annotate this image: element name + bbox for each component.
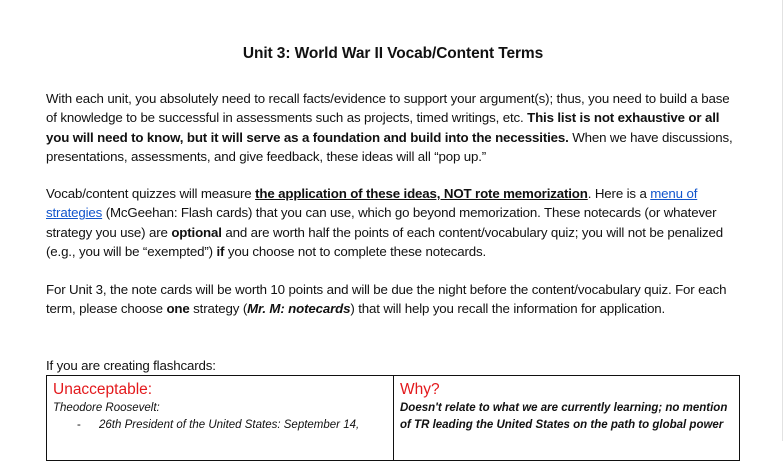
p1-text-b: When we have discussions, presentations, assessments, and give feedback, these ideas will all “pop up.” bbox=[46, 129, 733, 164]
unacceptable-cell bbox=[47, 376, 394, 461]
p3-text-a: For Unit 3, the note cards will be worth 10 points and will be due the night before the content/vocabulary quiz. For each term, please choose bbox=[46, 282, 727, 317]
p1-text-a: With each unit, you absolutely need to recall facts/evidence to support your argument(s); thus, you need to build a base of knowledge to be successful in assessments such as projects, timed writings, etc. bbox=[46, 91, 730, 126]
p3-bold-one: one bbox=[166, 301, 190, 317]
menu-of-strategies-link[interactable]: menu of strategies bbox=[46, 186, 698, 221]
p3-text-c: ) that will help you recall the information for application. bbox=[350, 301, 666, 317]
p3-bold-italic: Mr. M: notecards bbox=[247, 301, 351, 317]
flashcard-example-table bbox=[46, 375, 740, 461]
quiz-paragraph bbox=[46, 184, 740, 261]
p2-text-d: and are worth half the points of each content/vocabulary quiz; you will not be penalized (e.g., you will be “exempted”) bbox=[46, 224, 723, 259]
intro-paragraph bbox=[46, 89, 740, 166]
list-item bbox=[53, 417, 387, 434]
bullet-dash: - bbox=[77, 419, 81, 431]
unacceptable-header: Unacceptable: bbox=[53, 381, 153, 398]
p3-text-b: strategy ( bbox=[189, 301, 248, 317]
why-explanation-text: Doesn't relate to what we are currently learning; no mention of TR leading the United States on the path to global power bbox=[400, 402, 728, 431]
notecards-paragraph bbox=[46, 280, 740, 319]
why-header: Why? bbox=[400, 381, 440, 398]
document-title: Unit 3: World War II Vocab/Content Terms bbox=[242, 45, 544, 62]
p2-text-b: . Here is a bbox=[587, 186, 651, 201]
p2-bold-optional: optional bbox=[171, 224, 222, 240]
bullet-text: 26th President of the United States: September 14, bbox=[99, 419, 360, 431]
term-label: Theodore Roosevelt: bbox=[53, 402, 160, 414]
p2-bold-underline: the application of these ideas, NOT rote memorization bbox=[255, 186, 588, 201]
p2-bold-if: if bbox=[216, 243, 225, 259]
p2-text-e: you choose not to complete these notecards. bbox=[224, 243, 487, 259]
why-explanation bbox=[400, 400, 733, 434]
p1-bold: This list is not exhaustive or all you will need to know, but it will serve as a foundation and build into the necessities. bbox=[46, 110, 720, 145]
p2-text-a: Vocab/content quizzes will measure bbox=[46, 186, 256, 201]
why-cell bbox=[394, 376, 740, 461]
p2-text-c: (McGeehan: Flash cards) that you can use, which go beyond memorization. These notecards (or whatever strategy you use) are bbox=[46, 205, 717, 240]
table-row bbox=[47, 376, 740, 461]
flashcards-intro: If you are creating flashcards: bbox=[46, 358, 216, 373]
